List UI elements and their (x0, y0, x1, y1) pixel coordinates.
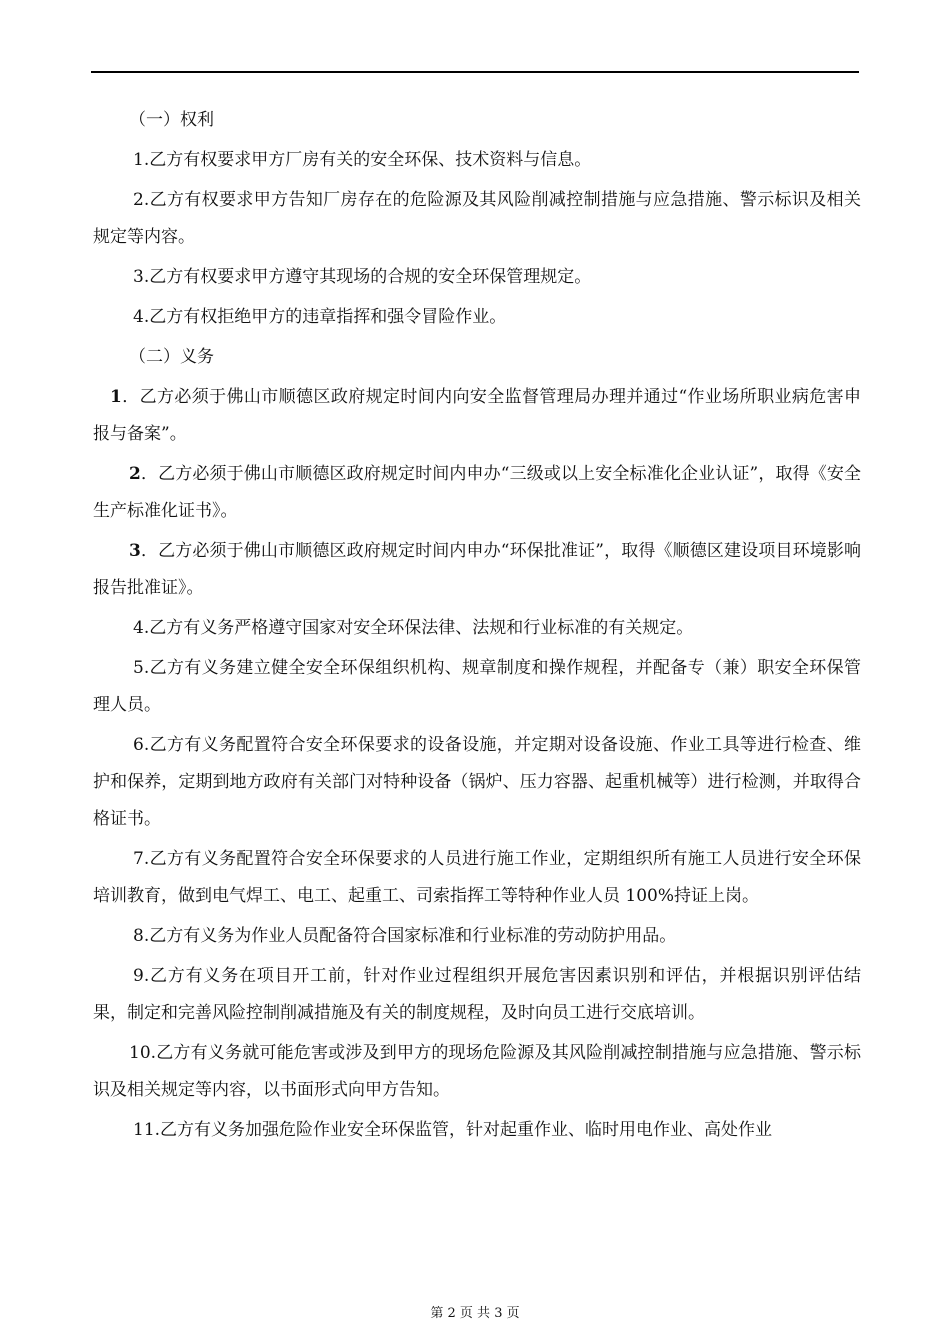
duty-item-2-text: ．乙方必须于佛山市顺德区政府规定时间内申办“三级或以上安全标准化企业认证”，取得《安全生产标准化证书》。 (93, 464, 861, 521)
duties-heading: （二）义务 (129, 347, 214, 367)
duty-item-11: 11.乙方有义务加强危险作业安全环保监管，针对起重作业、临时用电作业、高处作业 (133, 1120, 773, 1140)
rights-item-3: 3.乙方有权要求甲方遵守其现场的合规的安全环保管理规定。 (133, 267, 592, 287)
duty-item-5: 5.乙方有义务建立健全安全环保组织机构、规章制度和操作规程，并配备专（兼）职安全环保管理人员。 (93, 658, 861, 715)
page-number: 第 2 页 共 3 页 (430, 1306, 520, 1321)
duty-item-3-number: 3 (129, 541, 141, 561)
duty-item-3 (93, 533, 861, 607)
duty-item-8: 8.乙方有义务为作业人员配备符合国家标准和行业标准的劳动防护用品。 (133, 926, 677, 946)
duty-item-2-number: 2 (129, 464, 141, 484)
duty-item-4: 4.乙方有义务严格遵守国家对安全环保法律、法规和行业标准的有关规定。 (133, 618, 694, 638)
document-body (93, 102, 861, 1152)
duty-item-7: 7.乙方有义务配置符合安全环保要求的人员进行施工作业，定期组织所有施工人员进行安全环保培训教育，做到电气焊工、电工、起重工、司索指挥工等特种作业人员 100%持证上岗。 (93, 849, 861, 906)
page-footer (0, 1302, 950, 1321)
duty-item-10: 10.乙方有义务就可能危害或涉及到甲方的现场危险源及其风险削减控制措施与应急措施、警示标识及相关规定等内容，以书面形式向甲方告知。 (93, 1043, 861, 1100)
duty-item-1 (93, 379, 861, 453)
rights-item-4: 4.乙方有权拒绝甲方的违章指挥和强令冒险作业。 (133, 307, 507, 327)
duty-item-3-text: ．乙方必须于佛山市顺德区政府规定时间内申办“环保批准证”，取得《顺德区建设项目环境影响报告批准证》。 (93, 541, 861, 598)
duty-item-2 (93, 456, 861, 530)
rights-item-2: 2.乙方有权要求甲方告知厂房存在的危险源及其风险削减控制措施与应急措施、警示标识及相关规定等内容。 (93, 190, 861, 247)
rights-item-1: 1.乙方有权要求甲方厂房有关的安全环保、技术资料与信息。 (133, 150, 592, 170)
duty-item-1-text: ．乙方必须于佛山市顺德区政府规定时间内向安全监督管理局办理并通过“作业场所职业病危害申报与备案”。 (93, 387, 861, 444)
duty-item-1-number: 1 (110, 387, 122, 407)
duty-item-9: 9.乙方有义务在项目开工前，针对作业过程组织开展危害因素识别和评估，并根据识别评估结果，制定和完善风险控制削减措施及有关的制度规程，及时向员工进行交底培训。 (93, 966, 861, 1023)
rights-heading: （一）权利 (129, 110, 214, 130)
header-divider (91, 71, 859, 73)
duty-item-6: 6.乙方有义务配置符合安全环保要求的设备设施，并定期对设备设施、作业工具等进行检查、维护和保养，定期到地方政府有关部门对特种设备（锅炉、压力容器、起重机械等）进行检测，并取得合格证书。 (93, 735, 861, 829)
